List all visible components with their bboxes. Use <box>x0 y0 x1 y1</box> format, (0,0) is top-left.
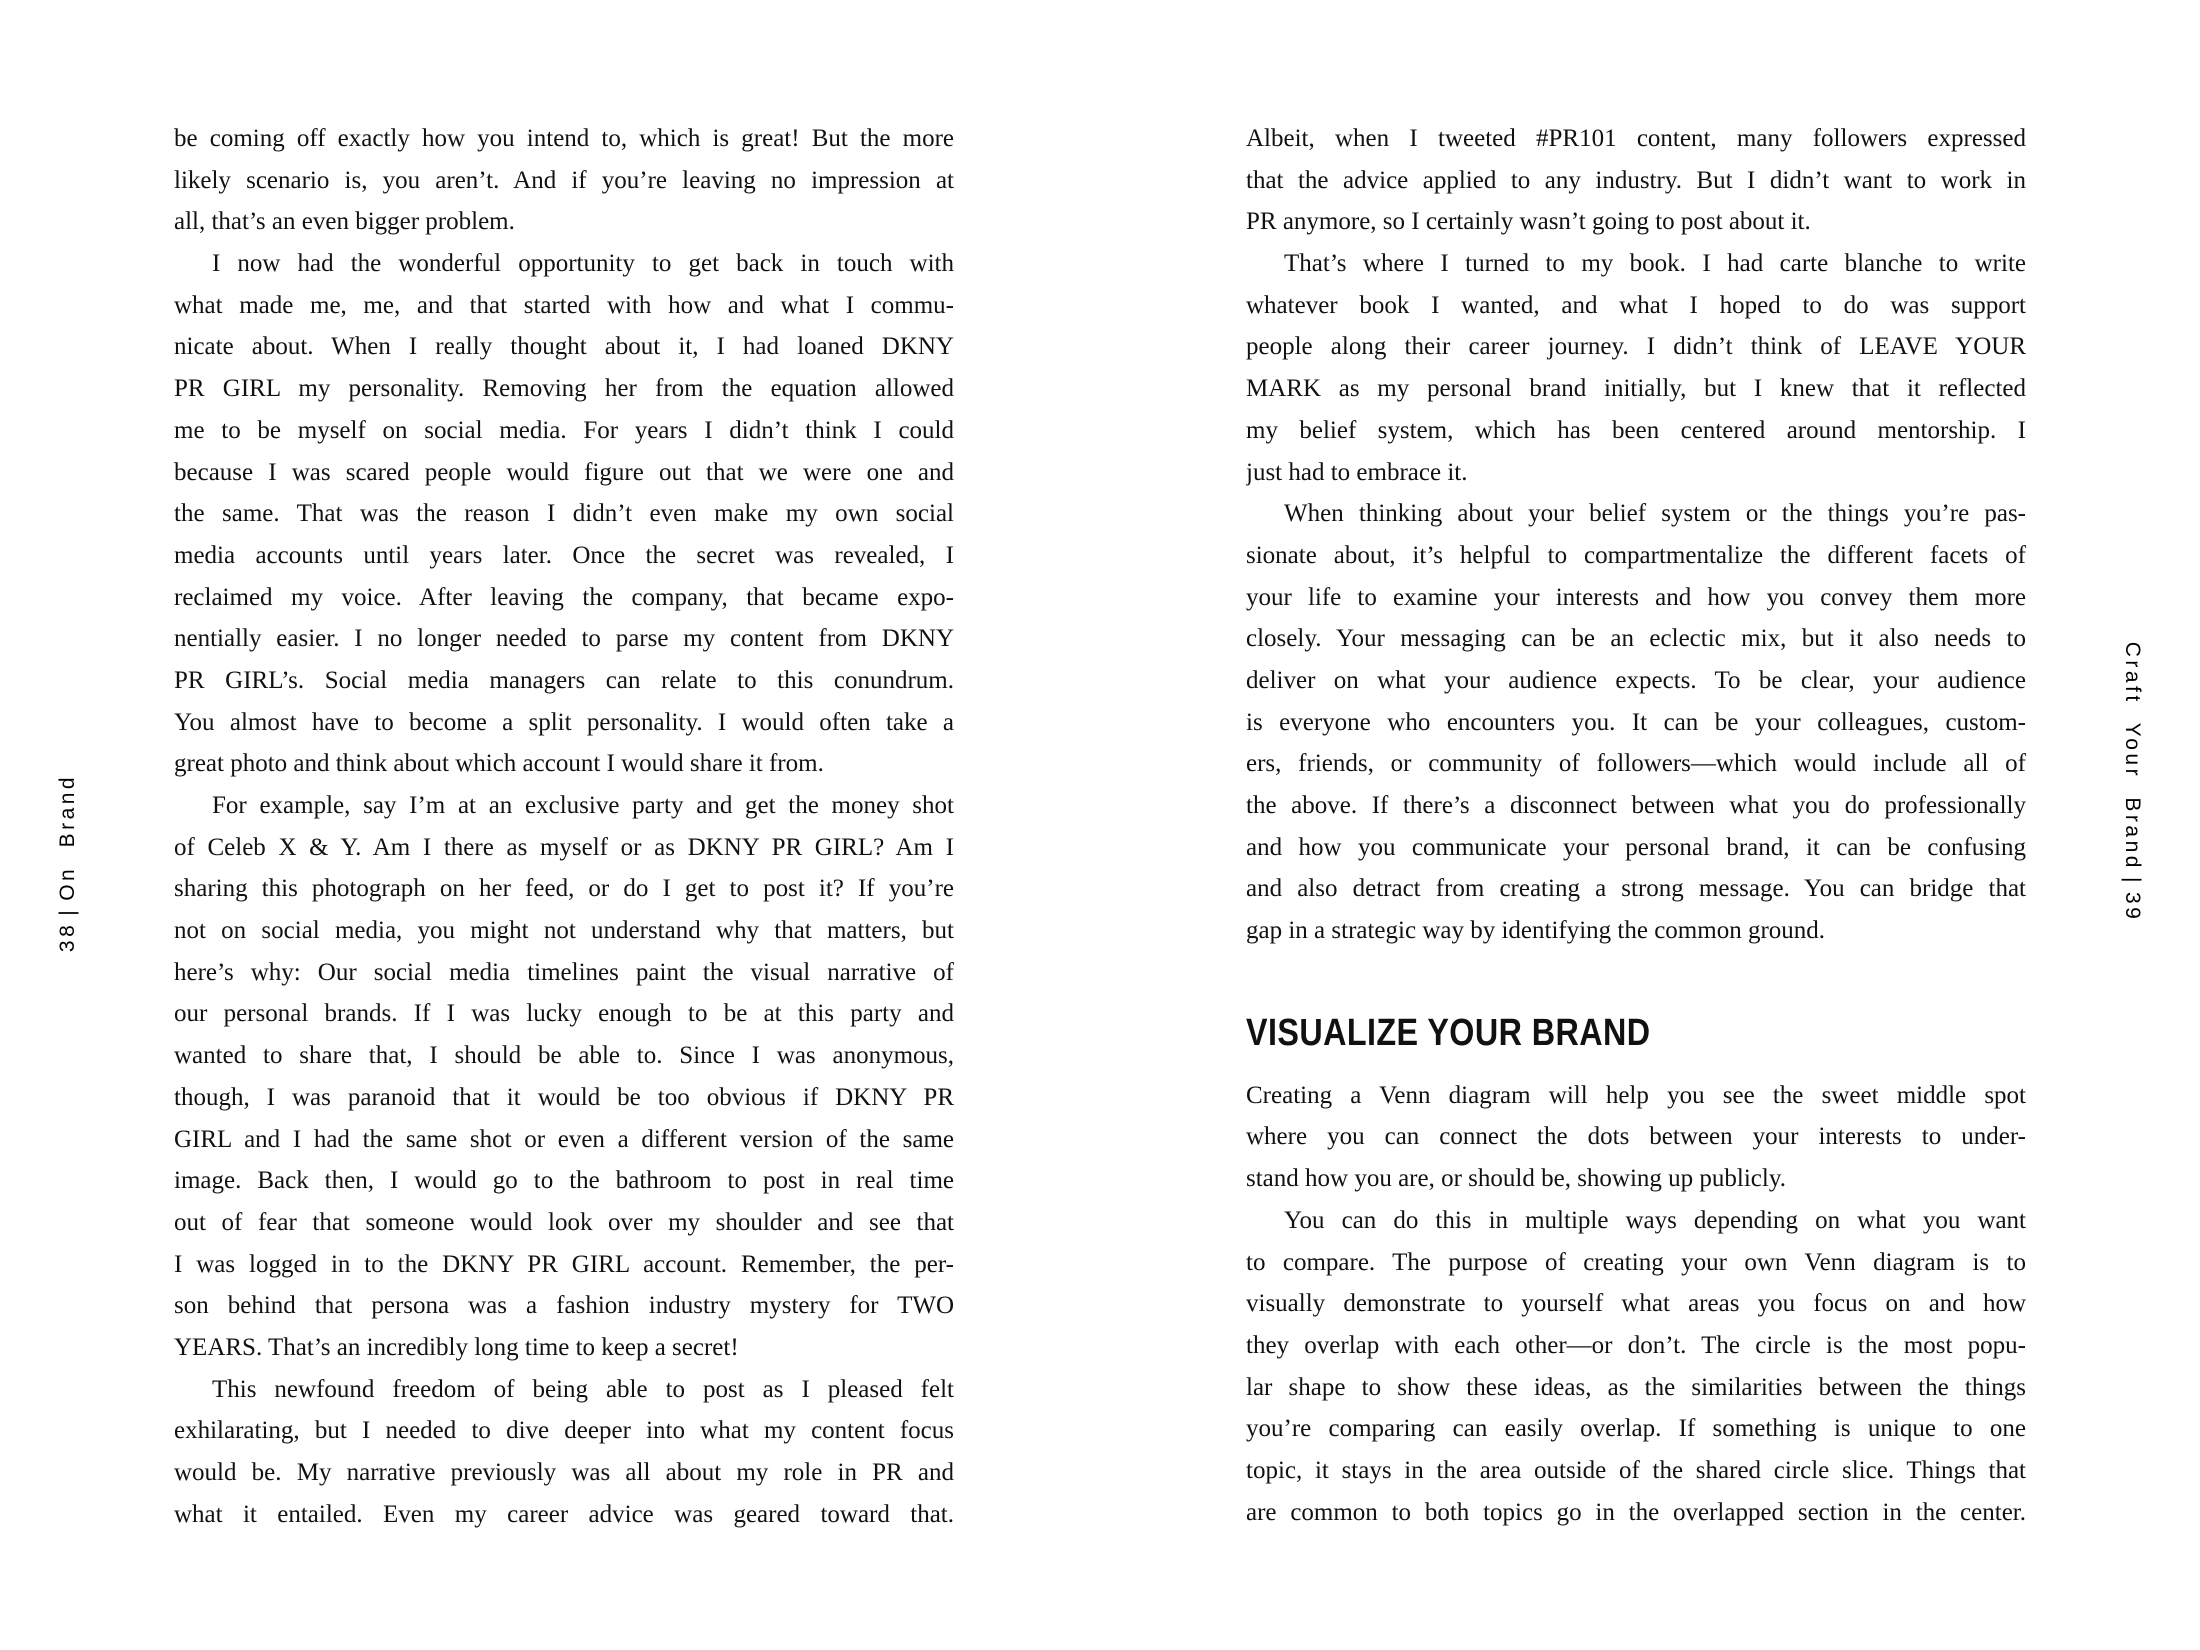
text-line: the same. That was the reason I didn’t even make my own social <box>174 500 954 528</box>
text-line: all, that’s an even bigger problem. <box>174 208 515 236</box>
left-page-margin-label <box>55 683 81 1043</box>
text-line: topic, it stays in the area outside of the shared circle slice. Things that <box>1246 1456 2026 1484</box>
left-running-title: On Brand <box>56 773 79 901</box>
text-line: media accounts until years later. Once the secret was revealed, I <box>174 541 954 569</box>
paragraph <box>174 243 954 785</box>
text-line: sionate about, it’s helpful to compartmentalize the different facets of <box>1246 541 2026 569</box>
text-line: You can do this in multiple ways depending on what you want <box>1284 1206 2026 1234</box>
text-line: not on social media, you might not understand why that matters, but <box>174 917 954 945</box>
text-line: our personal brands. If I was lucky enough to be at this party and <box>174 1000 954 1028</box>
text-line: is everyone who encounters you. It can be your colleagues, custom- <box>1246 708 2026 736</box>
text-line: that the advice applied to any industry. But I didn’t want to work in <box>1246 166 2026 194</box>
text-line: visually demonstrate to yourself what areas you focus on and how <box>1246 1290 2026 1318</box>
paragraph <box>1246 1075 2026 1200</box>
text-line: PR anymore, so I certainly wasn’t going to post about it. <box>1246 208 1811 236</box>
text-line: That’s where I turned to my book. I had carte blanche to write <box>1284 250 2026 278</box>
text-line: because I was scared people would figure out that we were one and <box>174 458 954 486</box>
right-running-title: Craft Your Brand <box>2121 641 2144 871</box>
text-line: For example, say I’m at an exclusive party and get the money shot <box>212 792 954 819</box>
text-line: I was logged in to the DKNY PR GIRL account. Remember, the per- <box>174 1250 954 1278</box>
text-line: of Celeb X & Y. Am I there as myself or as DKNY PR GIRL? Am I <box>174 833 954 861</box>
text-line: nicate about. When I really thought about it, I had loaned DKNY <box>174 333 954 361</box>
text-line: GIRL and I had the same shot or even a different version of the same <box>174 1125 954 1153</box>
text-line: This newfound freedom of being able to post as I pleased felt <box>212 1375 954 1403</box>
text-line: and also detract from creating a strong message. You can bridge that <box>1246 875 2026 903</box>
text-line: YEARS. That’s an incredibly long time to keep a secret! <box>174 1333 739 1361</box>
text-line: be coming off exactly how you intend to, which is great! But the more <box>174 125 954 152</box>
text-line: your life to examine your interests and how you convey them more <box>1246 583 2026 611</box>
right-page-number: 39 <box>2121 891 2144 923</box>
text-line: my belief system, which has been centered around mentorship. I <box>1246 416 2026 444</box>
text-line: would be. My narrative previously was all about my role in PR and <box>174 1459 954 1486</box>
text-line: me to be myself on social media. For years I didn’t think I could <box>174 416 954 444</box>
text-line: and how you communicate your personal brand, it can be confusing <box>1246 833 2026 861</box>
left-page-number: 38 <box>56 921 79 953</box>
text-line: what made me, me, and that started with how and what I commu- <box>174 291 954 319</box>
right-page-lower-text <box>1246 1075 2026 1534</box>
text-line: wanted to share that, I should be able to. Since I was anonymous, <box>174 1042 954 1070</box>
text-line: PR GIRL’s. Social media managers can relate to this conundrum. <box>174 666 954 694</box>
text-line: though, I was paranoid that it would be too obvious if DKNY PR <box>174 1083 954 1111</box>
text-line: sharing this photograph on her feed, or do I get to post it? If you’re <box>174 875 954 903</box>
text-line: are common to both topics go in the overlapped section in the center. <box>1246 1498 2026 1526</box>
right-page-margin-label <box>2119 602 2145 962</box>
text-line: closely. Your messaging can be an eclectic mix, but it also needs to <box>1246 625 2026 653</box>
right-page-text-column <box>1246 118 2026 1533</box>
text-line: where you can connect the dots between your interests to under- <box>1246 1123 2026 1151</box>
text-line: PR GIRL my personality. Removing her from the equation allowed <box>174 375 954 403</box>
text-line: MARK as my personal brand initially, but I knew that it reflected <box>1246 375 2026 403</box>
text-line: gap in a strategic way by identifying the common ground. <box>1246 917 1826 945</box>
text-line: Albeit, when I tweeted #PR101 content, many followers expressed <box>1246 125 2026 152</box>
paragraph <box>1246 493 2026 952</box>
left-page-text-column <box>174 118 954 1535</box>
text-line: they overlap with each other—or don’t. The circle is the most popu- <box>1246 1331 2026 1359</box>
text-line: ers, friends, or community of followers—which would include all of <box>1246 750 2026 778</box>
text-line: nentially easier. I no longer needed to parse my content from DKNY <box>174 625 954 653</box>
right-page-upper-text <box>1246 118 2026 952</box>
text-line: lar shape to show these ideas, as the similarities between the things <box>1246 1373 2026 1401</box>
section-heading: VISUALIZE YOUR BRAND <box>1246 1011 1651 1054</box>
right-margin-separator: | <box>2121 876 2144 886</box>
text-line: deliver on what your audience expects. To be clear, your audience <box>1246 666 2026 694</box>
text-line: Creating a Venn diagram will help you see the sweet middle spot <box>1246 1081 2026 1109</box>
text-line: You almost have to become a split personality. I would often take a <box>174 708 954 736</box>
text-line: the above. If there’s a disconnect between what you do professionally <box>1246 792 2026 819</box>
text-line: great photo and think about which account I would share it from. <box>174 750 824 778</box>
text-line: here’s why: Our social media timelines paint the visual narrative of <box>174 958 954 986</box>
text-line: people along their career journey. I didn’t think of LEAVE YOUR <box>1246 333 2026 361</box>
paragraph <box>174 785 954 1369</box>
text-line: you’re comparing can easily overlap. If something is unique to one <box>1246 1415 2026 1443</box>
text-line: whatever book I wanted, and what I hoped to do was support <box>1246 291 2026 319</box>
text-line: just had to embrace it. <box>1246 458 1468 486</box>
text-line: to compare. The purpose of creating your own Venn diagram is to <box>1246 1248 2026 1276</box>
text-line: stand how you are, or should be, showing up publicly. <box>1246 1165 1786 1193</box>
paragraph <box>174 1369 954 1536</box>
paragraph <box>1246 243 2026 493</box>
text-line: I now had the wonderful opportunity to get back in touch with <box>212 250 954 278</box>
text-line: image. Back then, I would go to the bathroom to post in real time <box>174 1167 954 1195</box>
text-line: out of fear that someone would look over my shoulder and see that <box>174 1208 954 1236</box>
text-line: exhilarating, but I needed to dive deeper into what my content focus <box>174 1417 954 1445</box>
text-line: When thinking about your belief system or the things you’re pas- <box>1284 500 2026 528</box>
text-line: son behind that persona was a fashion industry mystery for TWO <box>174 1292 954 1320</box>
text-line: what it entailed. Even my career advice was geared toward that. <box>174 1500 954 1528</box>
paragraph <box>1246 1200 2026 1534</box>
text-line: reclaimed my voice. After leaving the company, that became expo- <box>174 583 954 611</box>
text-line: likely scenario is, you aren’t. And if you’re leaving no impression at <box>174 166 954 194</box>
paragraph <box>174 118 954 243</box>
paragraph <box>1246 118 2026 243</box>
left-margin-separator: | <box>56 906 79 916</box>
